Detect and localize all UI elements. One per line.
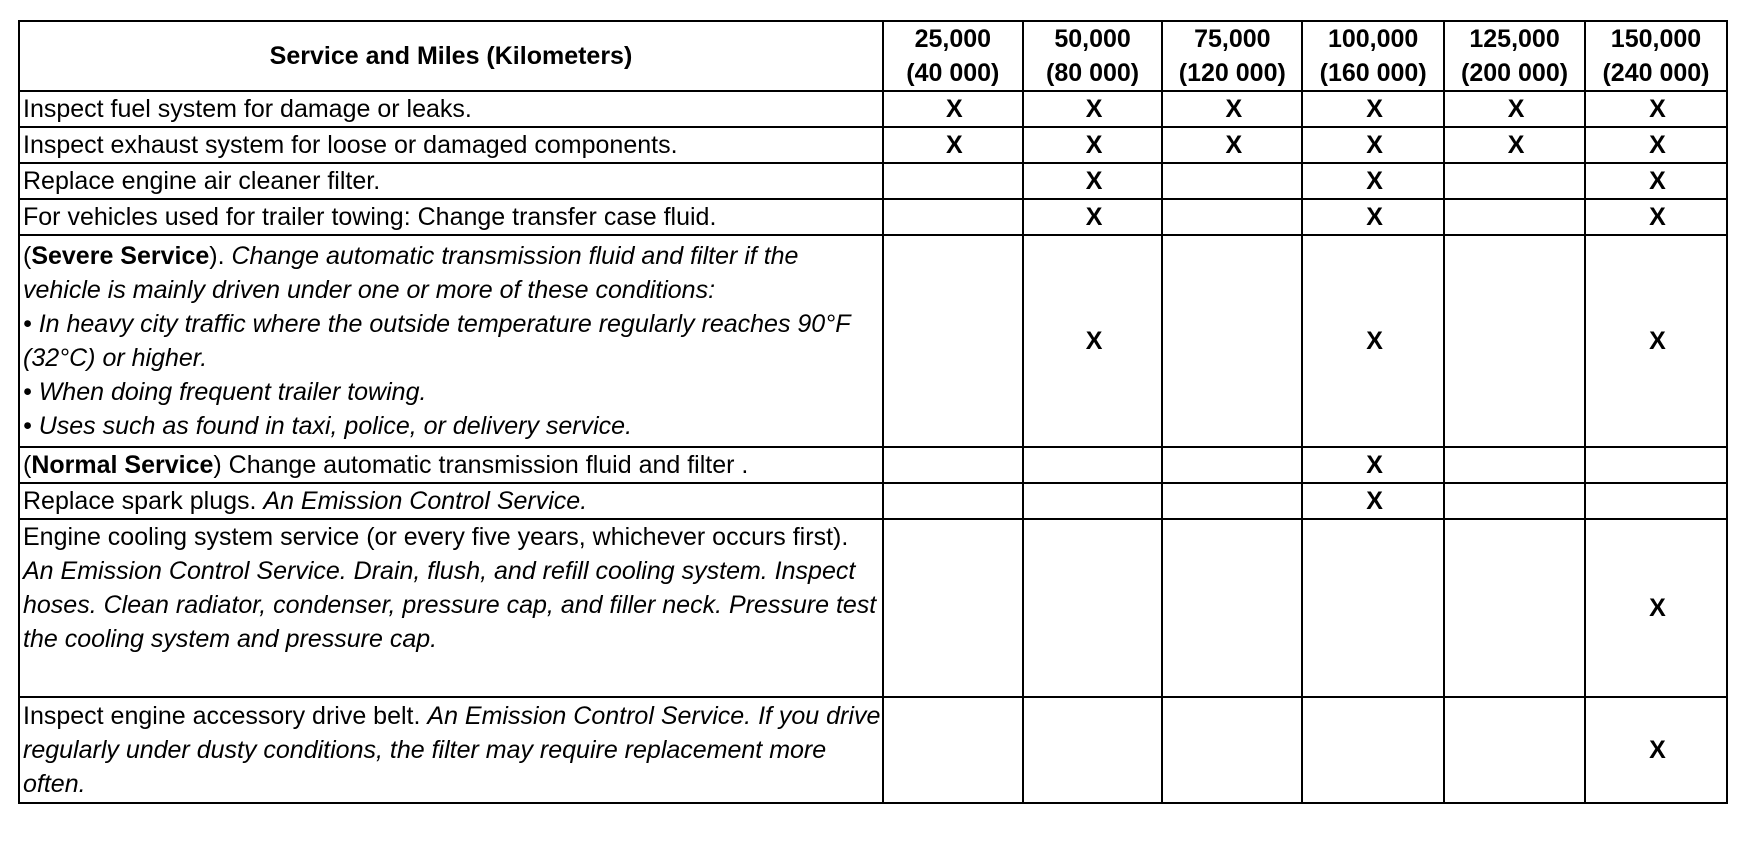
interval-mark — [1444, 199, 1585, 235]
interval-mark: X — [1023, 199, 1163, 235]
interval-mark — [883, 483, 1023, 519]
interval-km: (200 000) — [1461, 59, 1569, 87]
interval-mark — [1023, 483, 1163, 519]
interval-mark: X — [1162, 91, 1302, 127]
condition-bullet: • When doing frequent trailer towing. — [23, 378, 427, 406]
interval-mark — [1302, 697, 1444, 803]
interval-mark — [883, 519, 1023, 697]
interval-miles: 25,000 — [914, 25, 992, 53]
interval-miles: 150,000 — [1610, 25, 1702, 53]
interval-mark — [1023, 447, 1163, 483]
paren-open: ( — [23, 242, 32, 270]
interval-mark: X — [1023, 163, 1163, 199]
interval-mark — [883, 163, 1023, 199]
service-note: An Emission Control Service. Drain, flush, and refill cooling system. Inspect hoses. Clean radiator, condenser, pressure cap, and filler neck. Pressure test the cooling system and pressure cap. — [23, 557, 877, 653]
interval-mark — [883, 199, 1023, 235]
interval-mark — [1162, 519, 1302, 697]
interval-mark — [1162, 235, 1302, 447]
severe-service-note: Change automatic transmission fluid and filter if the vehicle is mainly driven under one or more of these conditions: — [23, 242, 799, 304]
interval-mark: X — [883, 127, 1023, 163]
interval-mark: X — [1585, 235, 1727, 447]
interval-mark — [1023, 519, 1163, 697]
service-description — [19, 483, 883, 519]
service-description: Replace engine air cleaner filter. — [19, 163, 883, 199]
normal-service-note: Change automatic transmission fluid and filter . — [221, 451, 749, 479]
interval-mark: X — [1302, 91, 1444, 127]
maintenance-schedule-table — [18, 20, 1728, 804]
service-description — [19, 697, 883, 803]
interval-mark — [883, 697, 1023, 803]
interval-miles: 75,000 — [1194, 25, 1271, 53]
interval-mark: X — [1023, 91, 1163, 127]
interval-mark — [1585, 483, 1727, 519]
interval-miles: 100,000 — [1327, 25, 1419, 53]
table-row — [19, 91, 1727, 127]
interval-mark — [1444, 163, 1585, 199]
paren-close: ). — [209, 242, 225, 270]
interval-mark — [1444, 447, 1585, 483]
service-description: Inspect fuel system for damage or leaks. — [19, 91, 883, 127]
interval-mark — [1023, 697, 1163, 803]
table-row — [19, 235, 1727, 447]
normal-service-label: Normal Service — [31, 451, 214, 479]
interval-header-50000 — [1023, 21, 1163, 91]
table-row — [19, 447, 1727, 483]
interval-mark — [1162, 447, 1302, 483]
interval-header-100000 — [1302, 21, 1444, 91]
condition-text: In heavy city traffic where the outside temperature regularly reaches 90°F (32°C) or higher. — [23, 310, 851, 372]
interval-mark: X — [1585, 91, 1727, 127]
interval-mark: X — [1302, 127, 1444, 163]
interval-mark: X — [1023, 127, 1163, 163]
service-text: Engine cooling system service (or every five years, whichever occurs first). — [23, 523, 849, 551]
service-column-header: Service and Miles (Kilometers) — [19, 21, 883, 91]
interval-mark: X — [1162, 127, 1302, 163]
interval-miles: 125,000 — [1469, 25, 1560, 53]
interval-header-125000 — [1444, 21, 1585, 91]
service-description — [19, 447, 883, 483]
interval-mark — [883, 235, 1023, 447]
interval-mark — [1302, 519, 1444, 697]
service-description — [19, 235, 883, 447]
condition-bullet: • Uses such as found in taxi, police, or delivery service. — [23, 412, 633, 440]
severe-service-label: Severe Service — [31, 242, 210, 270]
table-row — [19, 163, 1727, 199]
interval-header-25000 — [883, 21, 1023, 91]
service-description: For vehicles used for trailer towing: Change transfer case fluid. — [19, 199, 883, 235]
interval-header-150000 — [1585, 21, 1727, 91]
interval-mark — [883, 447, 1023, 483]
interval-mark: X — [1585, 127, 1727, 163]
interval-header-75000 — [1162, 21, 1302, 91]
paren-close: ) — [213, 451, 222, 479]
interval-mark: X — [1302, 163, 1444, 199]
interval-mark: X — [1023, 235, 1163, 447]
condition-text: When doing frequent trailer towing. — [38, 378, 427, 406]
interval-mark — [1162, 199, 1302, 235]
interval-mark: X — [1585, 163, 1727, 199]
service-description: Inspect exhaust system for loose or damaged components. — [19, 127, 883, 163]
interval-mark — [1585, 447, 1727, 483]
table-row — [19, 697, 1727, 803]
service-note: An Emission Control Service. — [263, 487, 588, 515]
interval-mark — [1444, 483, 1585, 519]
interval-km: (120 000) — [1178, 59, 1286, 87]
interval-mark — [1162, 163, 1302, 199]
paren-open: ( — [23, 451, 32, 479]
interval-mark: X — [1444, 91, 1585, 127]
header-row — [19, 21, 1727, 91]
interval-mark — [1444, 235, 1585, 447]
interval-miles: 50,000 — [1054, 25, 1131, 53]
table-row — [19, 127, 1727, 163]
interval-mark: X — [1302, 235, 1444, 447]
interval-mark: X — [1585, 697, 1727, 803]
interval-mark — [1162, 697, 1302, 803]
table-row — [19, 483, 1727, 519]
service-text: Replace spark plugs. — [23, 487, 264, 515]
interval-mark — [1444, 519, 1585, 697]
interval-km: (40 000) — [906, 59, 1000, 87]
interval-km: (160 000) — [1319, 59, 1427, 87]
condition-text: Uses such as found in taxi, police, or delivery service. — [38, 412, 633, 440]
interval-mark: X — [1585, 519, 1727, 697]
interval-mark: X — [883, 91, 1023, 127]
service-description — [19, 519, 883, 697]
interval-km: (240 000) — [1602, 59, 1710, 87]
interval-mark: X — [1585, 199, 1727, 235]
service-note: An Emission Control Service. If you drive regularly under dusty conditions, the filter may require replacement more often. — [23, 702, 881, 798]
condition-bullet: • In heavy city traffic where the outside temperature regularly reaches 90°F (32°C) or higher. — [23, 310, 851, 372]
interval-mark — [1444, 697, 1585, 803]
table-row — [19, 199, 1727, 235]
service-text: Inspect engine accessory drive belt. — [23, 702, 428, 730]
interval-km: (80 000) — [1046, 59, 1140, 87]
table-row — [19, 519, 1727, 697]
interval-mark: X — [1302, 447, 1444, 483]
interval-mark: X — [1302, 483, 1444, 519]
interval-mark: X — [1302, 199, 1444, 235]
interval-mark: X — [1444, 127, 1585, 163]
interval-mark — [1162, 483, 1302, 519]
